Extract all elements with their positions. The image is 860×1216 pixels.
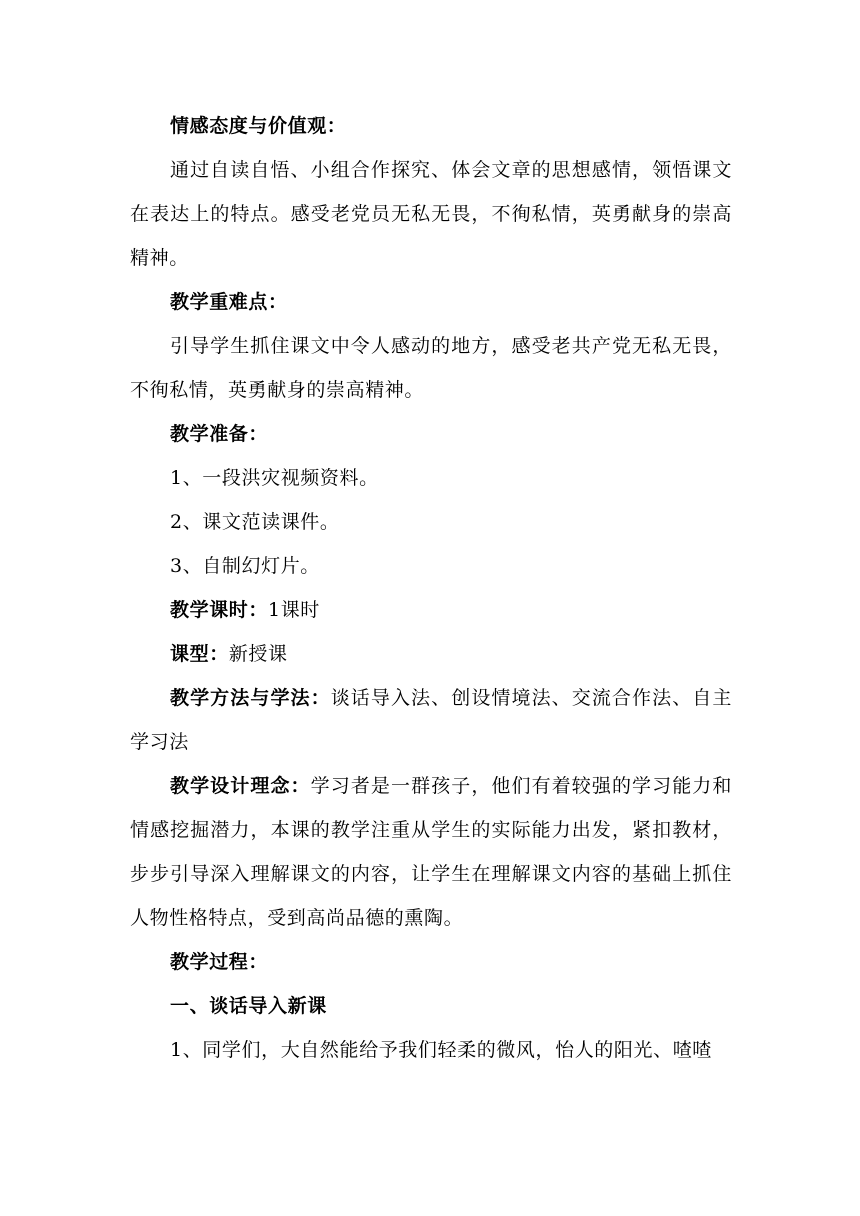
concept-label: 教学设计理念： [170,775,311,797]
step1-heading: 一、谈话导入新课 [170,995,327,1017]
type-label: 课型： [170,643,229,665]
prep-item: 2、课文范读课件。 [170,511,340,533]
hours-label: 教学课时： [170,599,269,621]
document-page [130,104,732,1072]
keypoints-body: 引导学生抓住课文中令人感动的地方，感受老共产党无私无畏，不徇私情，英勇献身的崇高精神。 [130,335,732,401]
prep-heading: 教学准备： [170,423,269,445]
prep-item: 3、自制幻灯片。 [170,555,320,577]
method-label: 教学方法与学法： [170,687,331,709]
step1-body: 1、同学们，大自然能给予我们轻柔的微风，怡人的阳光、喳喳 [170,1039,712,1061]
prep-item: 1、一段洪灾视频资料。 [170,467,379,489]
method-value: 谈话导入法、创设情境法、交流合作法、自主学习法 [130,687,732,753]
method-line [130,676,732,764]
hours-line [130,588,732,632]
concept-value: 学习者是一群孩子，他们有着较强的学习能力和情感挖掘潜力，本课的教学注重从学生的实际能力出发，紧扣教材，步步引导深入理解课文的内容，让学生在理解课文内容的基础上抓住人物性格特点，受到高尚品德的熏陶。 [130,775,732,929]
type-value: 新授课 [228,643,288,665]
type-line [130,632,732,676]
emotion-body: 通过自读自悟、小组合作探究、体会文章的思想感情，领悟课文在表达上的特点。感受老党员无私无畏，不徇私情，英勇献身的崇高精神。 [130,159,732,269]
process-heading: 教学过程： [170,951,269,973]
hours-value: 1课时 [268,599,320,621]
emotion-heading: 情感态度与价值观： [170,115,347,137]
keypoints-heading: 教学重难点： [170,291,288,313]
concept-line [130,764,732,940]
